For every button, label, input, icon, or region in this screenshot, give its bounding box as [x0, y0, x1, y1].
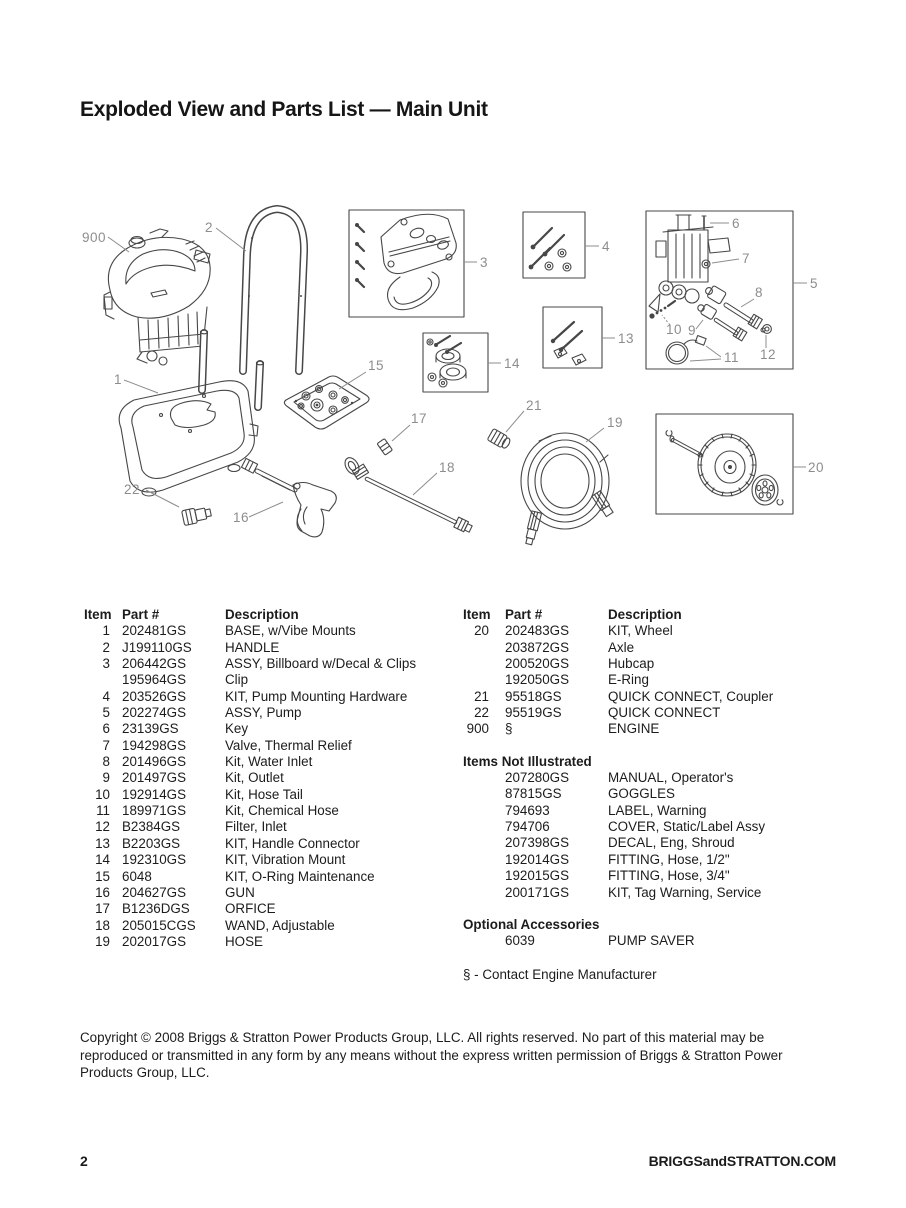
table-row — [463, 689, 838, 705]
desc-cell: HOSE — [225, 933, 263, 949]
item-header: Item — [84, 607, 112, 622]
table-row — [463, 656, 838, 672]
part-cell: 192050GS — [505, 672, 570, 688]
table-row — [84, 852, 456, 868]
part-cell: 23139GS — [122, 721, 179, 737]
copyright-line: reproduced or transmitted in any form by any means without the express written permission of Briggs & Stratton Power — [80, 1047, 783, 1063]
item-cell: 2 — [102, 639, 110, 655]
part-cell: 203526GS — [122, 688, 187, 704]
table-row — [463, 803, 838, 819]
desc-cell: QUICK CONNECT — [608, 705, 721, 721]
item-cell: 1 — [102, 623, 110, 639]
desc-cell: ORFICE — [225, 901, 276, 917]
callout-chemical-hose: 11 — [724, 350, 740, 365]
part-cell: 95518GS — [505, 688, 562, 704]
part-cell: 192015GS — [505, 868, 570, 884]
table-row — [463, 640, 838, 656]
desc-cell: DECAL, Eng, Shroud — [608, 835, 735, 851]
table-row — [84, 885, 456, 901]
desc-cell: KIT, Tag Warning, Service — [608, 884, 762, 900]
part-cell: 195964GS — [122, 672, 187, 688]
desc-cell: Clip — [225, 672, 249, 688]
desc-cell: GOGGLES — [608, 786, 675, 802]
item-header: Item — [463, 607, 491, 622]
callout-base: 1 — [114, 372, 123, 387]
table-row — [463, 819, 838, 835]
desc-cell: Valve, Thermal Relief — [225, 737, 352, 753]
item-cell: 12 — [95, 819, 110, 835]
item-cell: 3 — [102, 656, 110, 672]
item-cell — [463, 672, 489, 688]
table-row — [463, 721, 838, 737]
desc-cell: ASSY, Pump — [225, 705, 302, 721]
desc-cell: ENGINE — [608, 721, 660, 737]
copyright-line: Products Group, LLC. — [80, 1065, 210, 1080]
website-url: BRIGGSandSTRATTON.COM — [648, 1153, 836, 1169]
table-row — [84, 836, 456, 852]
mounting-hardware-drawing — [523, 212, 585, 278]
desc-cell: LABEL, Warning — [608, 802, 707, 818]
table-row — [84, 819, 456, 835]
table-row — [463, 786, 838, 802]
desc-cell: KIT, Vibration Mount — [225, 852, 346, 868]
callout-quick-connect: 22 — [124, 482, 141, 497]
callout-billboard: 3 — [480, 255, 489, 270]
table-row — [84, 705, 456, 721]
table-row — [463, 705, 838, 721]
handle-connector-drawing — [543, 307, 602, 368]
item-cell: 21 — [474, 688, 489, 704]
part-cell: 200171GS — [505, 884, 570, 900]
item-cell: 9 — [102, 770, 110, 786]
part-cell: 189971GS — [122, 803, 187, 819]
exploded-view-diagram — [0, 185, 906, 580]
callout-hose: 19 — [607, 415, 624, 430]
part-cell: 192310GS — [122, 852, 187, 868]
item-cell: 6 — [102, 721, 110, 737]
table-row — [84, 689, 456, 705]
table-row — [463, 672, 838, 688]
part-cell: 202483GS — [505, 623, 570, 639]
part-cell: 794706 — [505, 819, 550, 835]
gun-drawing — [241, 458, 336, 537]
desc-cell: Kit, Water Inlet — [225, 754, 313, 770]
part-cell: 794693 — [505, 802, 550, 818]
table-row — [463, 933, 838, 949]
table-header — [84, 607, 456, 623]
desc-cell: WAND, Adjustable — [225, 917, 335, 933]
part-cell: 204627GS — [122, 884, 187, 900]
page-number: 2 — [80, 1153, 88, 1169]
handle-drawing — [243, 209, 304, 371]
not-illustrated-title: Items Not Illustrated — [463, 753, 592, 769]
table-row — [84, 787, 456, 803]
desc-cell: MANUAL, Operator's — [608, 770, 734, 786]
table-row — [84, 934, 456, 950]
callout-pump: 5 — [810, 276, 819, 291]
quick-connect-drawing — [182, 505, 213, 525]
pump-assembly-drawing — [646, 211, 793, 369]
part-cell: 192914GS — [122, 786, 187, 802]
table-row — [84, 640, 456, 656]
wheel-kit-drawing — [656, 414, 793, 514]
part-cell: 201496GS — [122, 754, 187, 770]
table-row — [463, 835, 838, 851]
part-cell: 95519GS — [505, 705, 562, 721]
base-drawing — [119, 381, 258, 496]
table-row — [463, 868, 838, 884]
table-row — [84, 803, 456, 819]
item-cell: 11 — [96, 803, 110, 819]
parts-table-left — [84, 607, 456, 950]
item-cell: 14 — [95, 852, 110, 868]
item-cell: 8 — [102, 754, 110, 770]
part-cell: 202481GS — [122, 623, 187, 639]
description-header: Description — [225, 607, 299, 622]
part-cell: 6048 — [122, 868, 152, 884]
item-cell: 7 — [102, 737, 110, 753]
desc-cell: HANDLE — [225, 639, 280, 655]
engine-footnote: § - Contact Engine Manufacturer — [463, 966, 657, 982]
desc-cell: QUICK CONNECT, Coupler — [608, 688, 774, 704]
copyright-line: Copyright © 2008 Briggs & Stratton Power Products Group, LLC. All rights reserved. No part of this material may be — [80, 1030, 765, 1045]
callout-wheel-kit: 20 — [808, 460, 825, 475]
item-cell — [463, 656, 489, 672]
page-title: Exploded View and Parts List — Main Unit — [80, 98, 488, 121]
part-cell: 202274GS — [122, 705, 187, 721]
handle-leg-tubes-drawing — [200, 330, 263, 407]
table-row — [84, 754, 456, 770]
desc-cell: Hubcap — [608, 656, 655, 672]
table-row — [84, 738, 456, 754]
desc-cell: Axle — [608, 639, 635, 655]
part-cell: § — [505, 721, 513, 737]
table-row — [463, 885, 838, 901]
part-header: Part # — [122, 607, 160, 622]
part-cell: 205015CGS — [122, 917, 196, 933]
part-cell: B1236DGS — [122, 901, 190, 917]
item-cell — [463, 640, 489, 656]
table-row — [84, 623, 456, 639]
item-cell — [84, 672, 110, 688]
part-cell: 192014GS — [505, 851, 570, 867]
desc-cell: COVER, Static/Label Assy — [608, 819, 766, 835]
description-header: Description — [608, 607, 682, 622]
billboard-assembly-drawing — [349, 210, 464, 317]
item-cell: 16 — [95, 884, 110, 900]
parts-table-right — [463, 607, 838, 983]
desc-cell: KIT, Pump Mounting Hardware — [225, 688, 408, 704]
part-cell: 207280GS — [505, 770, 570, 786]
optional-accessories-title: Optional Accessories — [463, 916, 600, 932]
vibration-mount-drawing — [423, 333, 488, 392]
part-cell: J199110GS — [122, 639, 192, 655]
part-cell: B2384GS — [122, 819, 181, 835]
part-cell: 87815GS — [505, 786, 562, 802]
callout-handle: 2 — [205, 220, 214, 235]
table-row — [84, 656, 456, 672]
callout-wand: 18 — [439, 460, 456, 475]
desc-cell: KIT, Handle Connector — [225, 835, 360, 851]
hose-drawing — [521, 433, 614, 545]
part-cell: 207398GS — [505, 835, 570, 851]
callout-outlet: 9 — [688, 323, 697, 338]
desc-cell: ASSY, Billboard w/Decal & Clips — [225, 656, 417, 672]
oring-kit-drawing — [284, 376, 369, 429]
desc-cell: BASE, w/Vibe Mounts — [225, 623, 356, 639]
callout-engine: 900 — [82, 230, 107, 245]
callout-inlet-filter: 12 — [760, 347, 777, 362]
callout-hardware: 4 — [602, 239, 611, 254]
part-cell: 203872GS — [505, 639, 570, 655]
orifice-fitting-drawing — [377, 439, 392, 456]
table-row — [84, 721, 456, 737]
item-cell: 15 — [95, 868, 110, 884]
item-cell: 17 — [95, 901, 110, 917]
coupler-drawing — [487, 428, 512, 450]
desc-cell: E-Ring — [608, 672, 649, 688]
table-header — [463, 607, 838, 623]
part-cell: 194298GS — [122, 737, 187, 753]
part-header: Part # — [505, 607, 543, 622]
item-cell: 900 — [466, 721, 489, 737]
desc-cell: FITTING, Hose, 3/4" — [608, 868, 730, 884]
desc-cell: GUN — [225, 884, 255, 900]
callout-vibration-mount: 14 — [504, 356, 521, 371]
table-row — [84, 672, 456, 688]
item-cell: 18 — [95, 917, 110, 933]
desc-cell: KIT, Wheel — [608, 623, 673, 639]
table-row — [84, 770, 456, 786]
engine-drawing — [104, 229, 210, 365]
callout-handle-connector: 13 — [618, 331, 635, 346]
callout-oring-kit: 15 — [368, 358, 385, 373]
item-cell: 13 — [95, 835, 110, 851]
callout-water-inlet: 8 — [755, 285, 764, 300]
callout-thermal-relief: 7 — [742, 251, 751, 266]
item-cell: 20 — [474, 623, 489, 639]
callout-key: 6 — [732, 216, 741, 231]
part-cell: B2203GS — [122, 835, 181, 851]
desc-cell: Kit, Chemical Hose — [225, 803, 339, 819]
callout-gun: 16 — [233, 510, 250, 525]
copyright-notice — [80, 1029, 880, 1082]
table-row — [463, 623, 838, 639]
table-row — [84, 869, 456, 885]
desc-cell: Kit, Outlet — [225, 770, 284, 786]
desc-cell: Filter, Inlet — [225, 819, 287, 835]
table-row — [463, 852, 838, 868]
part-cell: 206442GS — [122, 656, 187, 672]
desc-cell: FITTING, Hose, 1/2" — [608, 851, 730, 867]
part-cell: 201497GS — [122, 770, 187, 786]
part-cell: 202017GS — [122, 933, 187, 949]
desc-cell: Key — [225, 721, 249, 737]
callout-hose-tail: 10 — [666, 322, 683, 337]
part-cell: 6039 — [505, 933, 535, 949]
item-cell: 22 — [474, 705, 489, 721]
item-cell: 19 — [95, 933, 110, 949]
part-cell: 200520GS — [505, 656, 570, 672]
table-row — [84, 901, 456, 917]
callout-orifice: 17 — [411, 411, 428, 426]
item-cell: 5 — [102, 705, 110, 721]
item-cell: 10 — [95, 786, 110, 802]
item-cell: 4 — [102, 688, 110, 704]
desc-cell: PUMP SAVER — [608, 933, 695, 949]
table-row — [463, 770, 838, 786]
callout-coupler: 21 — [526, 398, 543, 413]
desc-cell: KIT, O-Ring Maintenance — [225, 868, 375, 884]
desc-cell: Kit, Hose Tail — [225, 786, 303, 802]
table-row — [84, 918, 456, 934]
